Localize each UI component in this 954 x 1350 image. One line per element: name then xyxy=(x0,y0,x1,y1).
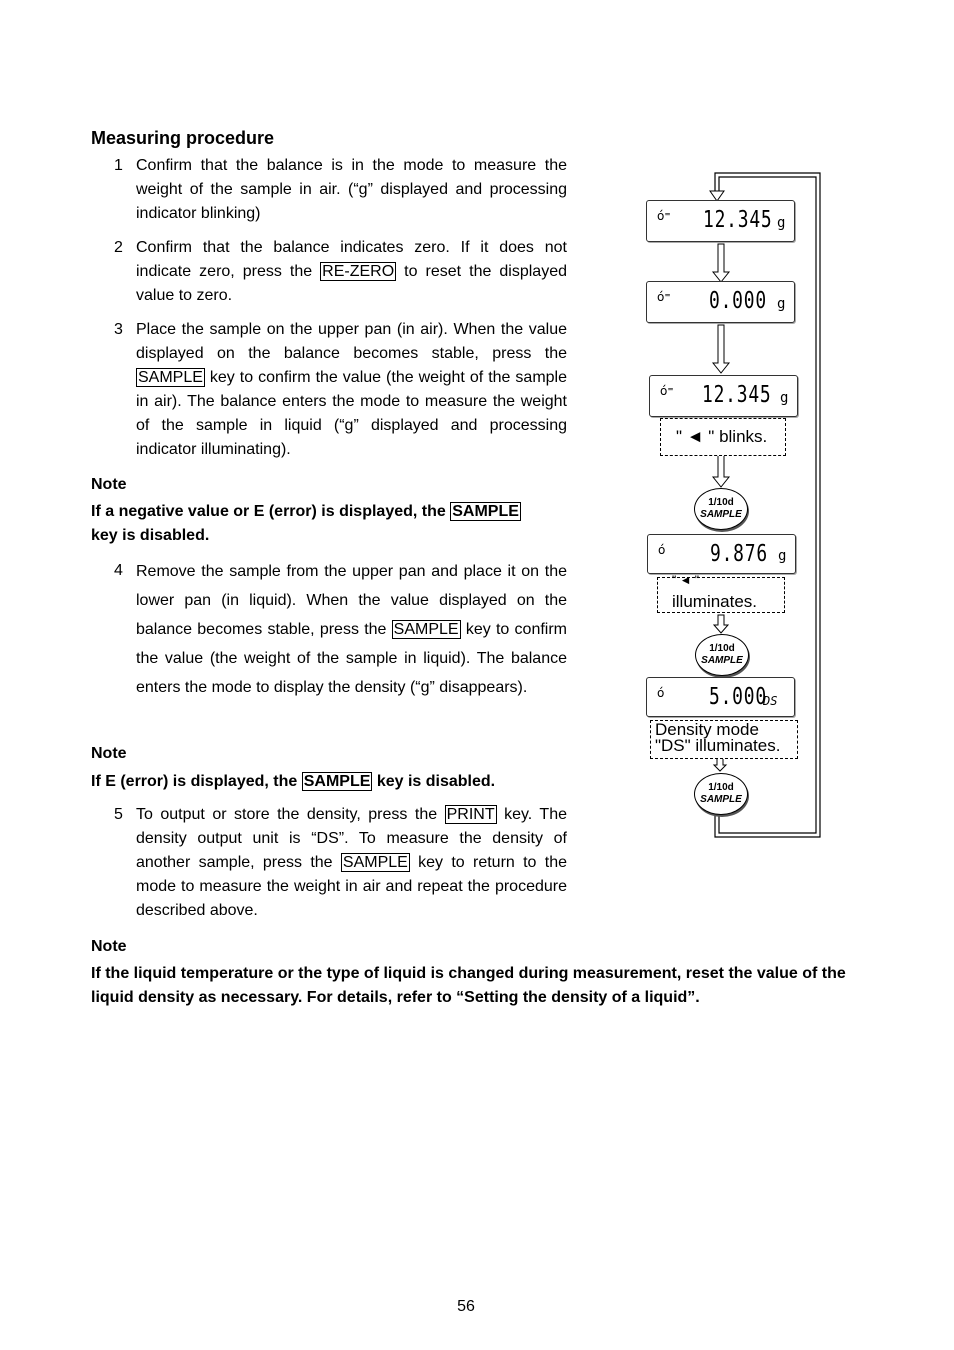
note-text: If the liquid temperature or the type of liquid is changed during measurement, reset the value of the liquid density as necessary. For details, refer to “Setting the density of a liquid”. xyxy=(91,965,846,1006)
stable-indicator-icon: ό xyxy=(658,543,666,557)
note-text: If E (error) is displayed, the SAMPLE key is disabled. xyxy=(91,773,496,790)
sample-key-icon: 1/10d SAMPLE xyxy=(695,634,749,676)
display-value: 5.000 xyxy=(709,684,767,710)
display-unit: g xyxy=(777,296,786,312)
density-mode-caption: Density mode "DS" illuminates. xyxy=(650,720,798,759)
step-text: Confirm that the balance is in the mode to measure the weight of the sample in air. (“g” displayed and processing indicator blinking) xyxy=(136,157,567,222)
processing-indicator-icon: ό⁼ xyxy=(660,384,674,398)
display-unit: DS xyxy=(763,694,778,708)
illuminates-caption: " ◄ " illuminates. xyxy=(657,577,785,613)
step-text: Confirm that the balance indicates zero. If it does not indicate zero, press the RE-ZERO to reset the displayed value to zero. xyxy=(136,239,567,304)
sample-key-label: SAMPLE xyxy=(138,369,203,386)
step-number: 4 xyxy=(114,562,123,579)
display-value: 12.345 xyxy=(703,207,773,233)
step-text: Remove the sample from the upper pan and place it on the lower pan (in liquid). When the value displayed on the balance becomes stable, press the SAMPLE key to confirm the value (the weight of the sample in liquid). The balance enters the mode to display the density (“g” disappears). xyxy=(136,563,568,696)
sample-key-label: SAMPLE xyxy=(393,621,459,638)
print-key-label: PRINT xyxy=(446,806,495,823)
stable-indicator-icon: ό xyxy=(657,686,665,700)
display-value: 9.876 xyxy=(710,541,768,567)
step-number: 3 xyxy=(114,321,123,338)
note-text: If a negative value or E (error) is displayed, the SAMPLE key is disabled. xyxy=(91,503,519,544)
step-text: To output or store the density, press the PRINT key. The density output unit is “DS”. To measure the density of another sample, press the SAMPLE key to return to the mode to measure the weight in air and repeat the procedure described above. xyxy=(136,806,568,919)
balance-display xyxy=(647,534,796,574)
step-text: Place the sample on the upper pan (in air). When the value displayed on the balance becomes stable, press the SAMPLE key to confirm the value (the weight of the sample in air). The balance enters the mode to measure the weight of the sample in liquid (“g” displayed and processing indicator illuminating). xyxy=(136,321,567,458)
re-zero-key-label: RE-ZERO xyxy=(322,263,395,280)
sample-key-icon: 1/10d SAMPLE xyxy=(694,488,748,530)
note-label: Note xyxy=(91,938,127,955)
display-unit: g xyxy=(778,548,787,564)
note-label: Note xyxy=(91,745,127,762)
sample-key-label: SAMPLE xyxy=(452,503,519,520)
balance-display xyxy=(649,375,798,417)
section-heading: Measuring procedure xyxy=(91,128,275,148)
note-label: Note xyxy=(91,476,127,493)
sample-key-icon: 1/10d SAMPLE xyxy=(694,773,748,815)
display-unit: g xyxy=(780,390,789,406)
processing-indicator-icon: ό⁼ xyxy=(657,209,671,223)
blinks-caption: " ◄ " blinks. xyxy=(660,418,786,456)
display-value: 12.345 xyxy=(702,382,772,408)
step-number: 2 xyxy=(114,239,123,256)
processing-indicator-icon: ό⁼ xyxy=(657,290,671,304)
balance-display xyxy=(646,677,795,717)
display-value: 0.000 xyxy=(709,288,767,314)
step-number: 1 xyxy=(114,157,123,174)
balance-display xyxy=(646,200,795,242)
display-unit: g xyxy=(777,215,786,231)
sample-key-label: SAMPLE xyxy=(303,773,371,790)
sample-key-label: SAMPLE xyxy=(342,854,408,871)
balance-display xyxy=(646,281,795,323)
page-number: 56 xyxy=(457,1298,475,1315)
step-number: 5 xyxy=(114,806,123,823)
